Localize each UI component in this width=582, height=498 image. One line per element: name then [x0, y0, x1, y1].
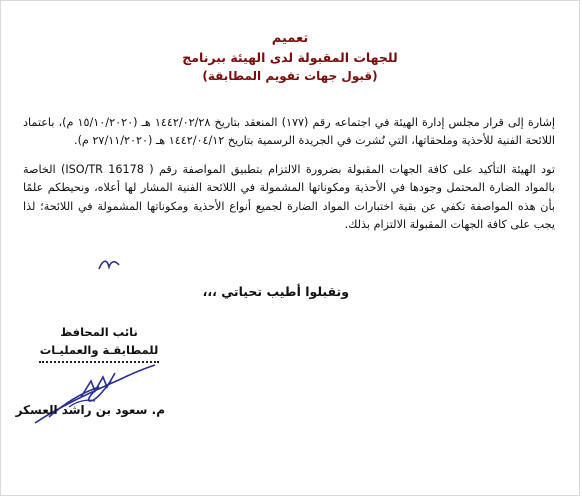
document-title: تعميم — [271, 31, 309, 46]
closing-greeting: وتقبلوا أطيب تحياتي ،،، — [202, 284, 349, 299]
body-paragraph-2: تود الهيئة التأكيد على كافة الجهات المقبولة بضرورة الالتزام بتطبيق المواصفة رقم ( ISO/TR 16178) الخاصة بالمواد الضارة المحتمل وجودها في الأحذية ومكوناتها المشمولة في اللائحة الفنية المشار لها أعلاه، ونحيطكم علمًا بأن هذه المواصفة تكفي عن بقية اختبارات المواد الضارة لجميع أنواع الأحذية ومكوناتها المشمولة في اللائحة؛ لذا يجب على كافة الجهات المقبولة الالتزام بذلك. — [23, 162, 555, 232]
document-body — [23, 114, 555, 234]
body-paragraph-1: إشارة إلى قرار مجلس إدارة الهيئة في اجتماعه رقم (١٧٧) المنعقد بتاريخ ١٤٤٢/٠٢/٢٨ هـ (١٥/١٠/٢٠٢٠ م)، باعتماد اللائحة الفنية للأحذية وملحقاتها، التي نُشرت في الجريدة الرسمية بتاريخ ١٤٤٢/٠٤/١٢ هـ (٢٧/١١/٢٠٢٠ م). — [23, 116, 555, 148]
addressee-line: للجهات المقبولة لدى الهيئة ببرنامج — [182, 50, 398, 65]
program-name: (قبول جهات تقويم المطابقة) — [202, 69, 378, 83]
ink-mark-icon — [97, 257, 123, 273]
signatory-name: م. سعود بن راشد العسكر — [15, 403, 165, 417]
signatory-department: للمطابقـة والعمليـات — [39, 341, 159, 363]
document-header — [1, 29, 579, 86]
signatory-title: نائب المحافظ — [60, 325, 138, 339]
